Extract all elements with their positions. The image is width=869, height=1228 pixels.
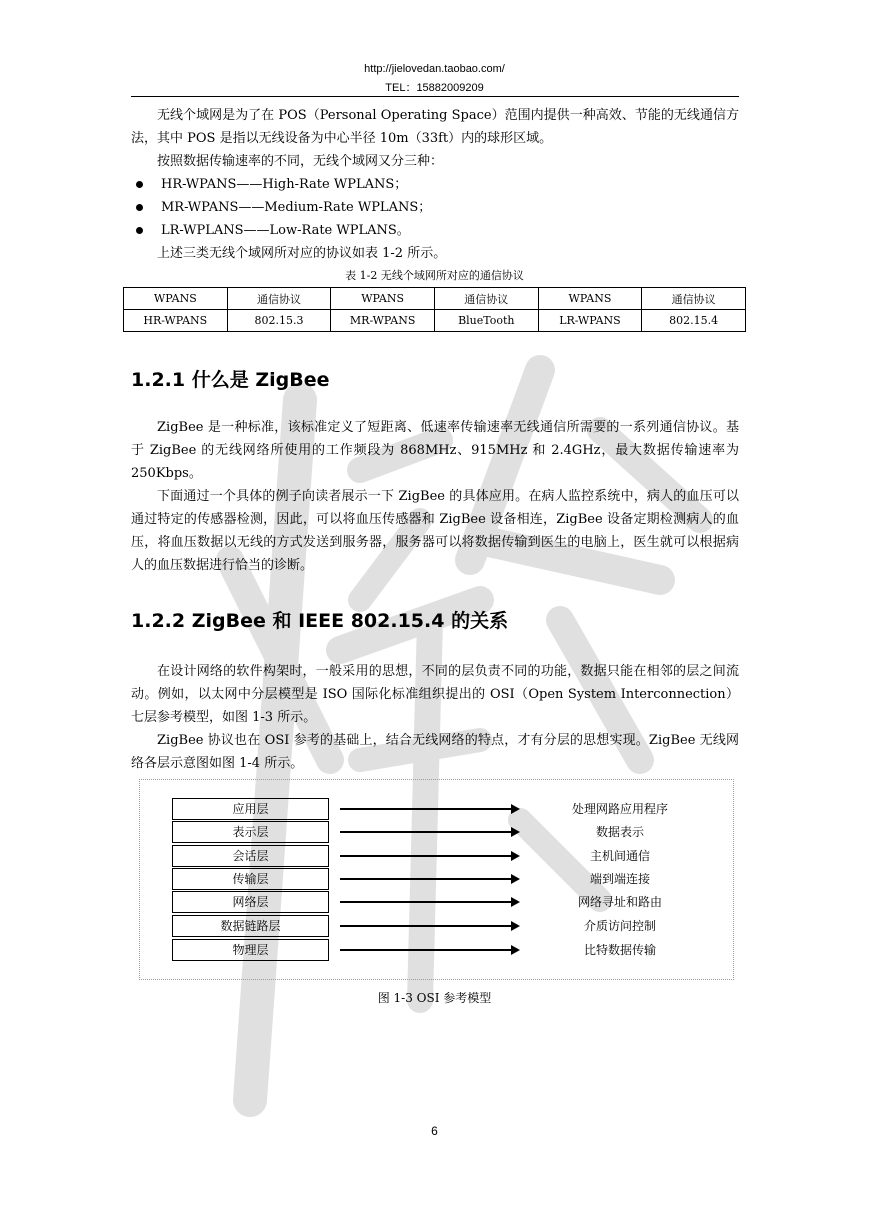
table-cell: 通信协议 bbox=[434, 288, 538, 310]
header-tel: TEL：15882009209 bbox=[385, 82, 484, 94]
table-cell: 802.15.3 bbox=[227, 310, 331, 332]
arrow-right-icon bbox=[340, 925, 518, 927]
section1-paragraph-1: ZigBee 是一种标准，该标准定义了短距离、低速率传输速率无线通信所需要的一系列通信协议。基于 ZigBee 的无线网络所使用的工作频段为 868MHz、915MHz 和 2.4GHz，最大数据传输速率为 250Kbps。 bbox=[131, 420, 739, 481]
arrow-right-icon bbox=[340, 949, 518, 951]
section2-text bbox=[131, 660, 739, 775]
osi-function: 端到端连接 bbox=[589, 872, 650, 886]
arrow-right-icon bbox=[340, 878, 518, 880]
osi-function: 比特数据传输 bbox=[583, 943, 656, 957]
osi-layer-transport: 传输层 bbox=[172, 868, 329, 890]
intro-paragraph-3: 上述三类无线个域网所对应的协议如表 1-2 所示。 bbox=[157, 246, 447, 261]
header-url: http://jielovedan.taobao.com/ bbox=[364, 63, 505, 75]
protocol-table bbox=[123, 287, 746, 332]
bullet-icon bbox=[136, 181, 143, 188]
intro-text bbox=[131, 104, 739, 173]
section2-paragraph-1: 在设计网络的软件构架时，一般采用的思想，不同的层负责不同的功能，数据只能在相邻的层之间流动。例如，以太网中分层模型是 ISO 国际化标准组织提出的 OSI（Open System Interconnection）七层参考模型，如图 1-3 所示。 bbox=[131, 664, 739, 725]
header-divider bbox=[131, 96, 739, 97]
arrow-right-icon bbox=[340, 901, 518, 903]
osi-layer-application: 应用层 bbox=[172, 798, 329, 820]
osi-function: 介质访问控制 bbox=[583, 919, 656, 933]
list-item: MR-WPANS——Medium-Rate WPLANS； bbox=[131, 196, 739, 219]
bullet-list bbox=[131, 173, 739, 242]
section1-paragraph-2: 下面通过一个具体的例子向读者展示一下 ZigBee 的具体应用。在病人监控系统中，病人的血压可以通过特定的传感器检测，因此，可以将血压传感器和 ZigBee 设备相连，ZigBee 设备定期检测病人的血压，将血压数据以无线的方式发送到服务器，服务器可以将数据传输到医生的电脑上，医生就可以根据病人的血压数据进行恰当的诊断。 bbox=[131, 489, 739, 573]
osi-layer-session: 会话层 bbox=[172, 845, 329, 867]
table-cell: HR-WPANS bbox=[124, 310, 228, 332]
arrow-right-icon bbox=[340, 831, 518, 833]
table-cell: 通信协议 bbox=[227, 288, 331, 310]
table-cell: WPANS bbox=[331, 288, 435, 310]
section-heading-1-2-2: 1.2.2 ZigBee 和 IEEE 802.15.4 的关系 bbox=[131, 610, 509, 632]
intro-paragraph-2: 按照数据传输速率的不同，无线个域网又分三种： bbox=[157, 154, 444, 169]
bullet-icon bbox=[136, 204, 143, 211]
table-cell: MR-WPANS bbox=[331, 310, 435, 332]
section1-text bbox=[131, 416, 739, 577]
section2-paragraph-2: ZigBee 协议也在 OSI 参考的基础上，结合无线网络的特点，才有分层的思想实现。ZigBee 无线网络各层示意图如图 1-4 所示。 bbox=[131, 733, 739, 771]
table-cell: LR-WPANS bbox=[538, 310, 642, 332]
arrow-right-icon bbox=[340, 855, 518, 857]
table-caption: 表 1-2 无线个域网所对应的通信协议 bbox=[345, 269, 524, 282]
osi-function: 处理网路应用程序 bbox=[571, 802, 668, 816]
osi-function: 主机间通信 bbox=[589, 849, 650, 863]
osi-function: 网络寻址和路由 bbox=[577, 895, 662, 909]
osi-layer-datalink: 数据链路层 bbox=[172, 915, 329, 937]
list-item: HR-WPANS——High-Rate WPLANS； bbox=[131, 173, 739, 196]
intro-paragraph-3-wrap bbox=[131, 242, 739, 265]
table-cell: WPANS bbox=[124, 288, 228, 310]
intro-paragraph-1: 无线个域网是为了在 POS（Personal Operating Space）范围内提供一种高效、节能的无线通信方法，其中 POS 是指以无线设备为中心半径 10m（33ft）内的球形区域。 bbox=[131, 108, 739, 146]
section-heading-1-2-1: 1.2.1 什么是 ZigBee bbox=[131, 369, 330, 391]
table-header-row bbox=[124, 288, 746, 310]
osi-layer-presentation: 表示层 bbox=[172, 821, 329, 843]
table-cell: 802.15.4 bbox=[642, 310, 746, 332]
osi-function: 数据表示 bbox=[595, 825, 644, 839]
list-item: LR-WPLANS——Low-Rate WPLANS。 bbox=[131, 219, 739, 242]
table-row bbox=[124, 310, 746, 332]
page-number: 6 bbox=[431, 1124, 438, 1138]
table-cell: 通信协议 bbox=[642, 288, 746, 310]
table-cell: WPANS bbox=[538, 288, 642, 310]
osi-layer-network: 网络层 bbox=[172, 891, 329, 913]
arrow-right-icon bbox=[340, 808, 518, 810]
table-cell: BlueTooth bbox=[434, 310, 538, 332]
figure-caption: 图 1-3 OSI 参考模型 bbox=[377, 991, 492, 1005]
bullet-icon bbox=[136, 227, 143, 234]
osi-layer-physical: 物理层 bbox=[172, 939, 329, 961]
